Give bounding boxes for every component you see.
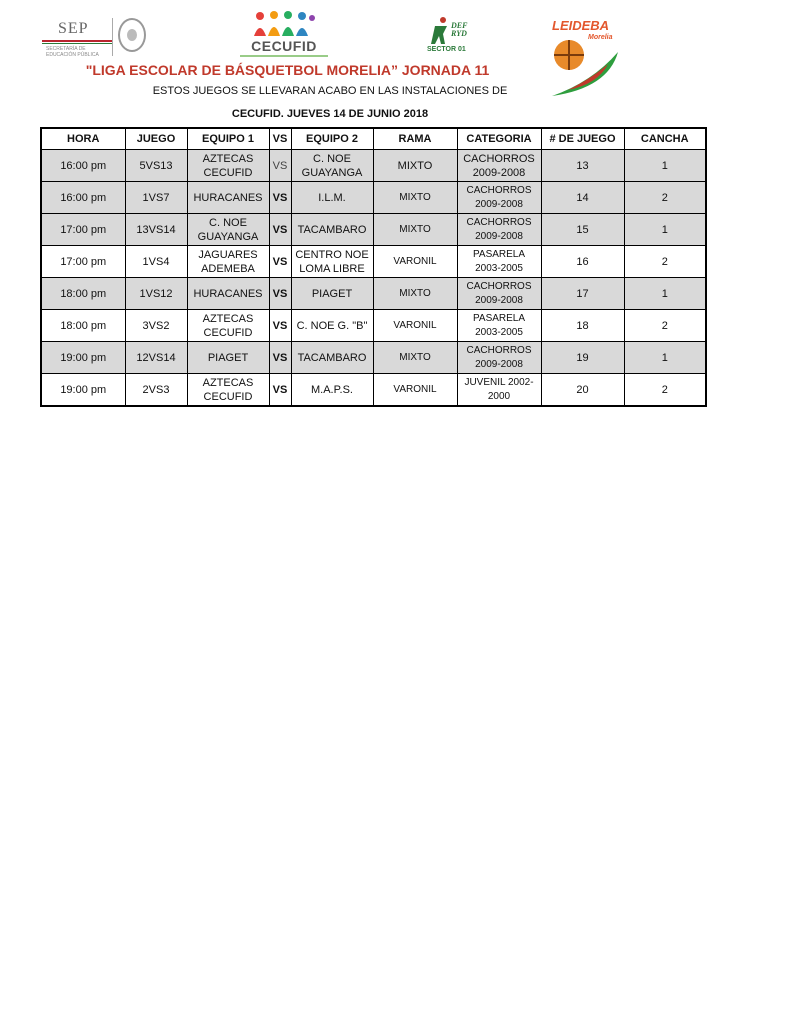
cecufid-logo-text: CECUFID: [251, 38, 317, 54]
cell-hora: 19:00 pm: [41, 342, 125, 374]
cell-cancha: 2: [624, 374, 706, 407]
cell-rama: VARONIL: [373, 374, 457, 407]
defryd-logo: [425, 14, 485, 56]
table-row: [41, 310, 706, 342]
table-row: [41, 278, 706, 310]
sep-logo-text: SEP: [58, 20, 89, 37]
sep-logo-divider: [112, 18, 113, 56]
sep-logo-line-red: [42, 40, 112, 42]
cell-vs: VS: [269, 310, 291, 342]
cell-categoria: CACHORROS 2009-2008: [457, 150, 541, 182]
cell-rama: VARONIL: [373, 246, 457, 278]
cell-equipo1: AZTECAS CECUFID: [187, 310, 269, 342]
cell-rama: MIXTO: [373, 342, 457, 374]
cecufid-figures-icon: [252, 10, 316, 38]
defryd-sector-text: SECTOR 01: [427, 46, 466, 53]
cell-num-juego: 13: [541, 150, 624, 182]
cell-equipo2: I.L.M.: [291, 182, 373, 214]
cell-hora: 17:00 pm: [41, 214, 125, 246]
cell-equipo1: JAGUARES ADEMEBA: [187, 246, 269, 278]
cell-categoria: PASARELA 2003-2005: [457, 246, 541, 278]
table-row: [41, 374, 706, 407]
cell-cancha: 2: [624, 246, 706, 278]
cell-equipo2: CENTRO NOE LOMA LIBRE: [291, 246, 373, 278]
cell-hora: 18:00 pm: [41, 310, 125, 342]
leideba-logo-text: LEIDEBA: [552, 18, 610, 33]
col-header-vs: VS: [269, 128, 291, 150]
cell-juego: 5VS13: [125, 150, 187, 182]
cell-juego: 1VS7: [125, 182, 187, 214]
cell-juego: 1VS4: [125, 246, 187, 278]
cell-num-juego: 19: [541, 342, 624, 374]
table-row: [41, 214, 706, 246]
cell-cancha: 1: [624, 342, 706, 374]
sep-logo-line-green: [42, 43, 112, 44]
cell-equipo1: AZTECAS CECUFID: [187, 374, 269, 407]
cell-cancha: 1: [624, 214, 706, 246]
cell-hora: 16:00 pm: [41, 182, 125, 214]
page-title: "LIGA ESCOLAR DE BÁSQUETBOL MORELIA” JORNADA 11: [85, 62, 490, 78]
cell-equipo1: C. NOE GUAYANGA: [187, 214, 269, 246]
player-figure-icon: [429, 16, 453, 46]
cell-hora: 16:00 pm: [41, 150, 125, 182]
cell-vs: VS: [269, 374, 291, 407]
sep-logo-subtitle: SECRETARÍA DE EDUCACIÓN PÚBLICA: [46, 46, 99, 58]
cell-vs: VS: [269, 214, 291, 246]
col-header-categoria: CATEGORIA: [457, 128, 541, 150]
cell-equipo1: HURACANES: [187, 278, 269, 310]
cecufid-logo: [238, 10, 330, 60]
cell-juego: 12VS14: [125, 342, 187, 374]
cell-juego: 3VS2: [125, 310, 187, 342]
cell-cancha: 2: [624, 182, 706, 214]
cell-hora: 17:00 pm: [41, 246, 125, 278]
cell-num-juego: 15: [541, 214, 624, 246]
cell-hora: 19:00 pm: [41, 374, 125, 407]
cell-vs: VS: [269, 278, 291, 310]
cell-num-juego: 18: [541, 310, 624, 342]
table-row: [41, 342, 706, 374]
cell-juego: 2VS3: [125, 374, 187, 407]
cell-juego: 1VS12: [125, 278, 187, 310]
col-header-juego: JUEGO: [125, 128, 187, 150]
table-row: [41, 150, 706, 182]
cell-equipo2: C. NOE G. "B": [291, 310, 373, 342]
cell-num-juego: 20: [541, 374, 624, 407]
defryd-logo-text: DEF RYD: [451, 21, 468, 38]
table-row: [41, 182, 706, 214]
cell-rama: MIXTO: [373, 182, 457, 214]
mexico-seal-icon: [118, 18, 146, 52]
cell-num-juego: 16: [541, 246, 624, 278]
col-header-hora: HORA: [41, 128, 125, 150]
col-header-equipo1: EQUIPO 1: [187, 128, 269, 150]
cell-rama: VARONIL: [373, 310, 457, 342]
cell-equipo2: M.A.P.S.: [291, 374, 373, 407]
cell-rama: MIXTO: [373, 278, 457, 310]
cell-num-juego: 17: [541, 278, 624, 310]
cell-categoria: CACHORROS 2009-2008: [457, 342, 541, 374]
cell-equipo2: C. NOE GUAYANGA: [291, 150, 373, 182]
cell-num-juego: 14: [541, 182, 624, 214]
cell-cancha: 1: [624, 150, 706, 182]
cell-equipo1: PIAGET: [187, 342, 269, 374]
table-header-row: [41, 128, 706, 150]
cecufid-logo-underline: [240, 55, 328, 57]
cell-vs: VS: [269, 342, 291, 374]
cell-cancha: 2: [624, 310, 706, 342]
cell-juego: 13VS14: [125, 214, 187, 246]
leideba-morelia-text: Morelia: [588, 34, 613, 41]
cell-categoria: JUVENIL 2002-2000: [457, 374, 541, 407]
cell-equipo1: AZTECAS CECUFID: [187, 150, 269, 182]
table-row: [41, 246, 706, 278]
cell-cancha: 1: [624, 278, 706, 310]
col-header-cancha: CANCHA: [624, 128, 706, 150]
col-header-equipo2: EQUIPO 2: [291, 128, 373, 150]
date-line: CECUFID. JUEVES 14 DE JUNIO 2018: [231, 108, 429, 120]
cell-vs: VS: [269, 150, 291, 182]
sep-logo: [38, 16, 150, 58]
cell-equipo2: TACAMBARO: [291, 214, 373, 246]
cell-rama: MIXTO: [373, 150, 457, 182]
cell-hora: 18:00 pm: [41, 278, 125, 310]
cell-categoria: CACHORROS 2009-2008: [457, 214, 541, 246]
col-header-num-juego: # DE JUEGO: [541, 128, 624, 150]
cell-categoria: PASARELA 2003-2005: [457, 310, 541, 342]
cell-equipo2: TACAMBARO: [291, 342, 373, 374]
cell-vs: VS: [269, 182, 291, 214]
cell-categoria: CACHORROS 2009-2008: [457, 278, 541, 310]
col-header-rama: RAMA: [373, 128, 457, 150]
cell-equipo1: HURACANES: [187, 182, 269, 214]
schedule-table: [40, 127, 707, 407]
cell-rama: MIXTO: [373, 214, 457, 246]
cell-categoria: CACHORROS 2009-2008: [457, 182, 541, 214]
cell-vs: VS: [269, 246, 291, 278]
cell-equipo2: PIAGET: [291, 278, 373, 310]
page-subtitle: ESTOS JUEGOS SE LLEVARAN ACABO EN LAS INSTALACIONES DE: [152, 85, 508, 97]
